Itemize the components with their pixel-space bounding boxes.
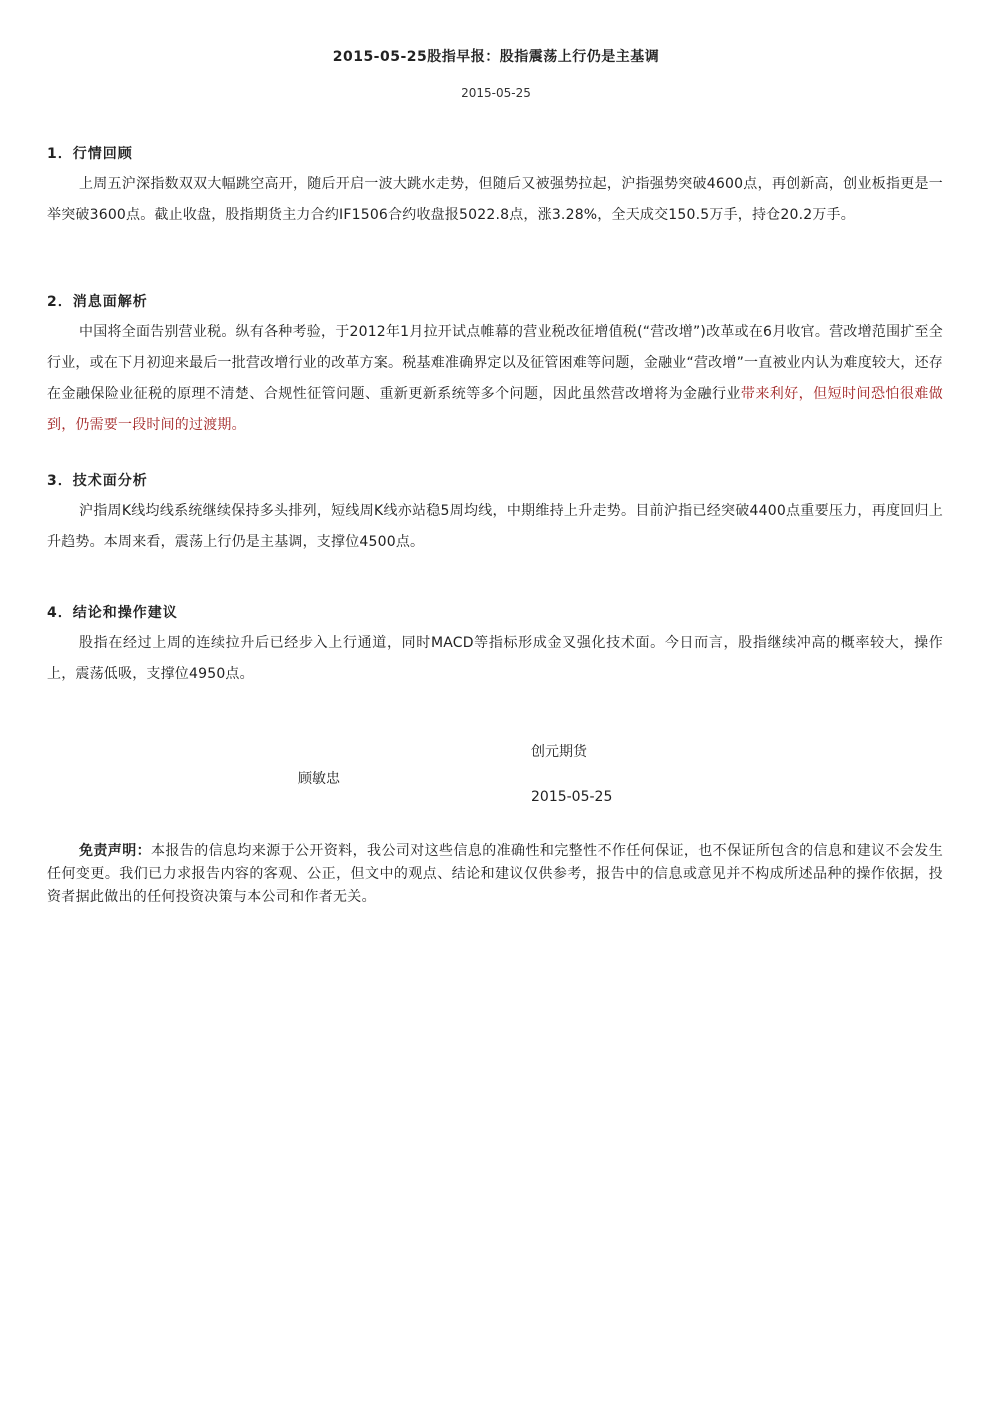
signature-company: 创元期货 — [531, 744, 587, 760]
section-heading: 3．技术面分析 — [47, 473, 148, 489]
signature-date: 2015-05-25 — [531, 789, 613, 805]
section-body-keyword: 金融行业 — [683, 386, 741, 402]
section-heading: 1．行情回顾 — [47, 146, 133, 162]
section-technical-analysis — [47, 470, 943, 558]
section-body: 沪指周K线均线系统继续保持多头排列，短线周K线亦站稳5周均线，中期维持上升走势。目前沪指已经突破4400点重要压力，再度回归上升趋势。本周来看，震荡上行仍是主基调，支撑位4500点。 — [47, 503, 943, 550]
section-body: 上周五沪深指数双双大幅跳空高开，随后开启一波大跳水走势，但随后又被强势拉起，沪指强势突破4600点，再创新高，创业板指更是一举突破3600点。截止收盘，股指期货主力合约IF1506合约收盘报5022.8点，涨3.28%，全天成交150.5万手，持仓20.2万手。 — [47, 176, 943, 223]
disclaimer-text: 本报告的信息均来源于公开资料，我公司对这些信息的准确性和完整性不作任何保证，也不保证所包含的信息和建议不会发生任何变更。我们已力求报告内容的客观、公正，但文中的观点、结论和建议仅供参考，报告中的信息或意见并不构成所述品种的操作依据，投资者据此做出的任何投资决策与本公司和作者无关。 — [47, 843, 944, 905]
section-conclusion — [47, 602, 943, 690]
report-title: 2015-05-25股指早报：股指震荡上行仍是主基调 — [332, 49, 660, 65]
section-market-review — [47, 143, 943, 231]
section-heading: 4．结论和操作建议 — [47, 605, 178, 621]
section-news-analysis — [47, 291, 943, 441]
section-body: 股指在经过上周的连续拉升后已经步入上行通道，同时MACD等指标形成金叉强化技术面。今日而言，股指继续冲高的概率较大，操作上，震荡低吸，支撑位4950点。 — [47, 635, 943, 682]
section-heading: 2．消息面解析 — [47, 294, 148, 310]
disclaimer-label: 免责声明： — [79, 843, 152, 859]
section-body-highlight: 带来利好，但短时间恐怕很难做到，仍需要一段时间的过渡期。 — [47, 386, 943, 433]
section-body — [47, 317, 943, 441]
disclaimer — [47, 840, 943, 909]
signature-author: 顾敏忠 — [298, 771, 340, 787]
report-date: 2015-05-25 — [461, 86, 531, 100]
section-body-main: 中国将全面告别营业税。纵有各种考验，于2012年1月拉开试点帷幕的营业税改征增值税(“营改增”)改革或在6月收官。营改增范围扩至全行业，或在下月初迎来最后一批营改增行业的改革方案。税基难准确界定以及征管困难等问题，金融业“营改增”一直被业内认为难度较大，还存在金融保险业征税的原理不清楚、合规性征管问题、重新更新系统等多个问题，因此虽然营改增将为 — [47, 324, 943, 402]
